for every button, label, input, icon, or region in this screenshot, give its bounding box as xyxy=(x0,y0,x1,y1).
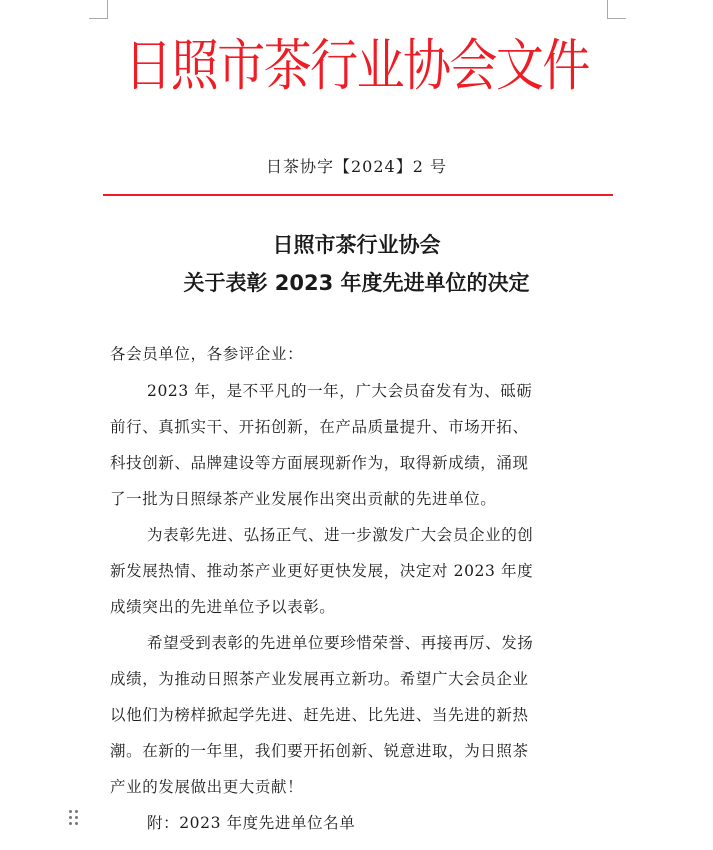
paragraph-3-line-1: 希望受到表彰的先进单位要珍惜荣誉、再接再厉、发扬 xyxy=(147,634,534,652)
decision-title-line-1: 日照市茶行业协会 xyxy=(272,233,441,257)
header-red-rule xyxy=(103,194,613,196)
page-corner-mark-top-right xyxy=(607,0,626,19)
paragraph-2-line-3: 成绩突出的先进单位予以表彰。 xyxy=(110,598,336,616)
decision-title-line-2: 关于表彰 2023 年度先进单位的决定 xyxy=(183,271,530,295)
paragraph-3-line-3: 以他们为榜样掀起学先进、赶先进、比先进、当先进的新热 xyxy=(110,706,529,724)
paragraph-3-line-2: 成绩，为推动日照茶产业发展再立新功。希望广大会员企业 xyxy=(110,670,529,688)
attachment-line: 附：2023 年度先进单位名单 xyxy=(147,814,356,832)
paragraph-1-line-2: 前行、真抓实干、开拓创新，在产品质量提升、市场开拓、 xyxy=(110,418,529,436)
paragraph-1-line-3: 科技创新、品牌建设等方面展现新作为，取得新成绩，涌现 xyxy=(110,454,529,472)
paragraph-3-line-5: 产业的发展做出更大贡献！ xyxy=(110,778,304,796)
document-number: 日茶协字【2024】2 号 xyxy=(266,157,447,176)
drag-handle-icon[interactable] xyxy=(69,810,79,826)
paragraph-2-line-2: 新发展热情、推动茶产业更好更快发展，决定对 2023 年度 xyxy=(110,562,534,580)
paragraph-1-line-4: 了一批为日照绿茶产业发展作出突出贡献的先进单位。 xyxy=(110,490,497,508)
paragraph-2-line-1: 为表彰先进、弘扬正气、进一步激发广大会员企业的创 xyxy=(147,526,534,544)
page-corner-mark-top-left xyxy=(89,0,108,19)
paragraph-1-line-1: 2023 年，是不平凡的一年，广大会员奋发有为、砥砺 xyxy=(147,382,533,400)
document-header-title: 日照市茶行业协会文件 xyxy=(124,34,589,99)
paragraph-3-line-4: 潮。在新的一年里，我们要开拓创新、锐意进取，为日照茶 xyxy=(110,742,529,760)
salutation: 各会员单位，各参评企业： xyxy=(110,345,304,363)
